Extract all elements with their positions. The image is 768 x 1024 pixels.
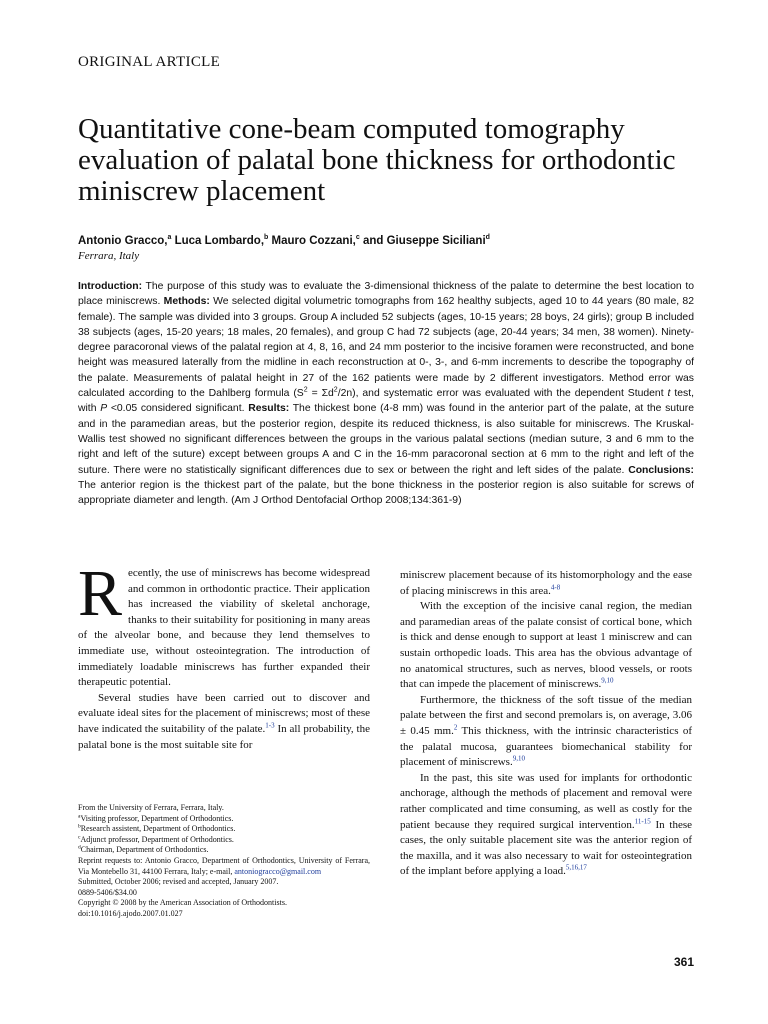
author-name: Luca Lombardo, — [174, 234, 265, 247]
body-paragraph: Furthermore, the thickness of the soft tissue of the median palate between the first and second premolars is, on average, 3.06 ± 0.45 mm.$^2$ This thickness, with the intrinsic characteristics of the palatal mucosa, guarantees biomechanical stability for placement of miniscrews.$^{9,10}$ — [400, 693, 692, 769]
author-affil-mark: c — [355, 234, 360, 241]
affiliation: Ferrara, Italy — [78, 250, 140, 262]
body-paragraph — [78, 557, 370, 691]
citation-link[interactable]: 9,10 — [601, 676, 614, 685]
footnotes — [78, 803, 370, 920]
author-name: and Giuseppe Siciliani — [362, 234, 486, 247]
abstract-methods-text: /2n), and systematic error was evaluated with the dependent Student — [337, 388, 668, 400]
italic-t: t — [667, 388, 671, 400]
drop-cap: R — [78, 557, 123, 630]
citation-link[interactable]: 4-8 — [550, 582, 561, 591]
body-column-right — [400, 568, 692, 880]
footnote-c: $^c$Adjunct professor, Department of Orthodontics. — [78, 834, 234, 844]
abstract-conclusions-label: Conclusions: — [628, 464, 694, 476]
footnote-reprint: Reprint requests to: Antonio Gracco, Department of Orthodontics, University of Ferrara, Via Montebello 31, 44100 Ferrara, Italy; e-mail, antoniogracco@gmail.com — [78, 855, 370, 876]
italic-p: P — [100, 403, 108, 415]
abstract-methods-text: test, with — [78, 388, 694, 415]
citation-link[interactable]: 9,10 — [512, 754, 525, 763]
body-paragraph: miniscrew placement because of its histomorphology and the ease of placing miniscrews in this area.$^{4-8}$ — [400, 569, 692, 597]
footnote-copyright: Copyright © 2008 by the American Association of Orthodontists. — [78, 898, 287, 908]
citation-link[interactable]: 11-15 — [634, 816, 651, 825]
body-column-left — [78, 557, 371, 753]
author-name: Antonio Gracco, — [78, 234, 168, 247]
footnote-submitted: Submitted, October 2006; revised and accepted, January 2007. — [78, 877, 279, 887]
abstract-intro-text: The purpose of this study was to evaluate the 3-dimensional thickness of the palate to determine the best location to place miniscrews. — [78, 281, 694, 308]
abstract-methods-label: Methods: — [163, 296, 210, 308]
footnote-d: $^d$Chairman, Department of Orthodontics. — [78, 844, 209, 855]
footnote-from: From the University of Ferrara, Ferrara, Italy. — [78, 803, 224, 812]
superscript: 2 — [333, 386, 338, 394]
abstract-intro-label: Introduction: — [78, 281, 143, 292]
footnote-doi: doi:10.1016/j.ajodo.2007.01.027 — [78, 908, 183, 918]
body-paragraph: With the exception of the incisive canal region, the median and paramedian areas of the palate consist of cortical bone, which is thick and dense enough to support at least 1 miniscrew and can sustain orthopedic loads. This area has the obvious advantage of no anatomical structures, such as nerves, blood vessels, or roots that can impede the placement of miniscrews.$^{9,10}$ — [400, 600, 692, 691]
paragraph-text: ecently, the use of miniscrews has become widespread and common in orthodontic practice. Their application has increased the viability of skeletal anchorage, thanks to their suitability for positioning in many areas of the alveolar bone, and because they lend themselves to immediate use, without osteointegration. The introduction of immediately loadable miniscrews has further expanded their therapeutic potential. — [78, 567, 370, 689]
body-paragraph — [78, 691, 370, 753]
author-affil-mark: b — [264, 234, 269, 241]
footnote-issn: 0889-5406/$34.00 — [78, 887, 137, 897]
email-link[interactable]: antoniogracco@gmail.com — [234, 866, 322, 876]
citation-link[interactable]: 1-3 — [265, 721, 275, 730]
paragraph-text: In all probability, the palatal bone is the most suitable site for — [78, 722, 370, 751]
citation-link[interactable]: 2 — [453, 723, 458, 732]
abstract-methods-text: = Σd — [307, 388, 334, 400]
author-affil-mark: a — [167, 234, 172, 241]
abstract-results-label: Results: — [248, 403, 290, 415]
superscript: 2 — [303, 386, 308, 394]
page-number: 361 — [673, 955, 694, 969]
abstract-methods-text: <0.05 considered significant. — [107, 403, 249, 415]
author-affil-mark: d — [485, 234, 490, 241]
abstract — [78, 279, 694, 508]
abstract-methods-text: We selected digital volumetric tomographs from 162 healthy subjects, aged 10 to 44 years (80 male, 82 female). The sample was divided into 3 groups. Group A included 52 subjects (ages, 10-15 years; 28 boys, 24 girls); group B included 38 subjects (ages, 15-20 years; 18 males, 20 females), and group C had 72 subjects (age, 20-44 years; 34 men, 38 women). Ninety-degree paracoronal views of the palatal region at 4, 8, 16, and 24 mm posterior to the incisive foramen were reconstructed, and bone height was measured laterally from the midline in each reconstruction at 0-, 3-, and 6-mm increments to describe the topography of the palate. Measurements of palatal height in 27 of the 162 patients were made by 2 different investigators. Method error was calculated according to the Dahlberg formula (S — [78, 296, 694, 400]
body-paragraph: In the past, this site was used for implants for orthodontic anchorage, although the methods of placement and removal were rather complicated and time consuming, as well as costly for the patient because they required surgical intervention.$^{11-15}$ In these cases, the only suitable placement site was the anterior region of the maxilla, and it was also necessary to wait for osteointegration of the implant before applying a load.$^{5,16,17}$ — [400, 771, 692, 878]
author-name: Mauro Cozzani, — [271, 234, 356, 247]
citation-link[interactable]: 5,16,17 — [565, 863, 587, 872]
author-list — [78, 234, 698, 247]
footnote-a: $^a$Visiting professor, Department of Orthodontics. — [78, 812, 234, 823]
paragraph-text: Several studies have been carried out to discover and evaluate ideal sites for the placement of miniscrews; most of these have indicated the suitability of the palate. — [78, 691, 371, 735]
abstract-conclusions-text: The anterior region is the thickest part of the palate, but the bone thickness in the posterior region is also suitable for screws of appropriate diameter and length. (Am J Orthod Dentofacial Orthop 2008;134:361-9) — [78, 479, 694, 507]
abstract-results-text: The thickest bone (4-8 mm) was found in the anterior part of the palate, at the suture and in the paramedian areas, but the posterior region, despite its reduced thickness, is also suitable for miniscrews. The Kruskal-Wallis test showed no significant differences between the groups in the various palatal sections (median suture, 3 and 6 mm to the right and left of the suture) except between groups A and C in the 16-mm paracoronal section at 6 mm to the right and left of the suture. There were no statistically significant differences due to sex or between the right and left sides of the palate. — [78, 403, 694, 476]
article-title: Quantitative cone-beam computed tomography evaluation of palatal bone thickness for orthodontic miniscrew placement — [78, 113, 676, 207]
footnote-b: $^b$Research assistent, Department of Orthodontics. — [78, 823, 236, 834]
section-label: ORIGINAL ARTICLE — [78, 54, 221, 70]
